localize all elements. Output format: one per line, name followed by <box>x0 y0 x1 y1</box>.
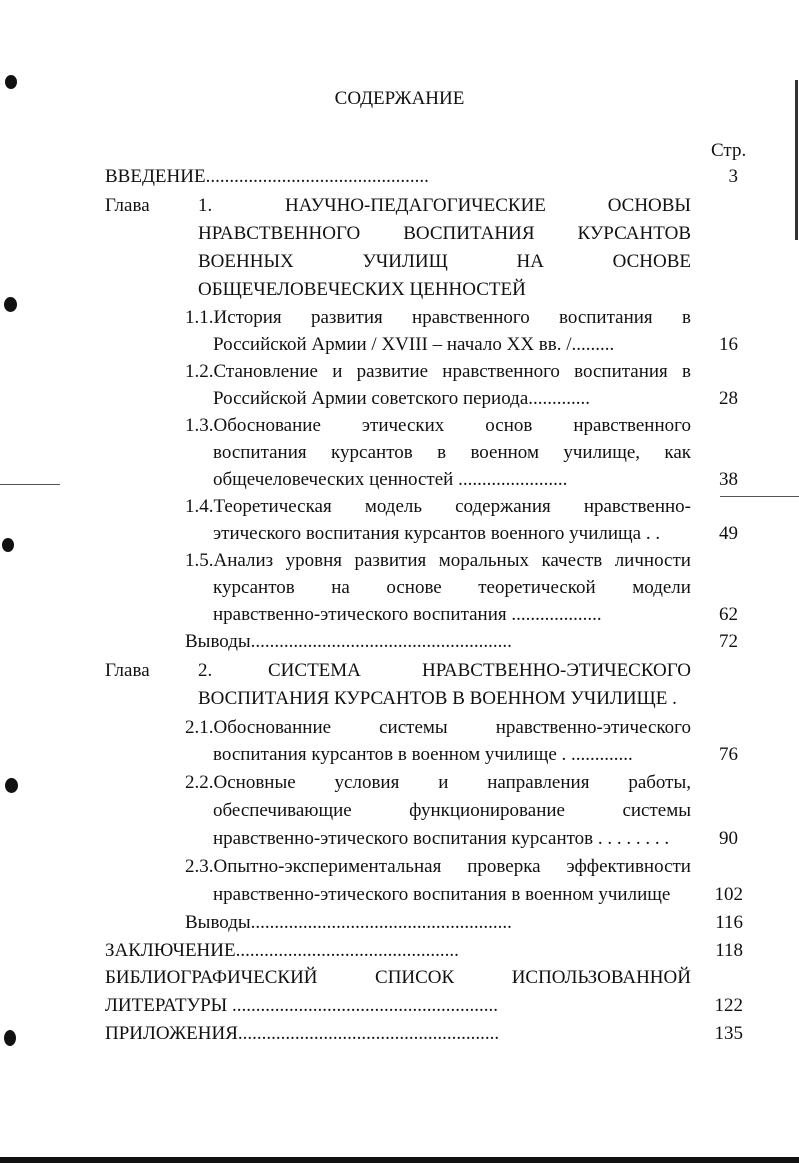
toc-page-number: 116 <box>715 912 743 933</box>
toc-entry-1-4-line2: этического воспитания курсантов военного училища . . <box>213 524 661 543</box>
toc-page-number: 135 <box>714 1023 743 1044</box>
toc-page-number: 76 <box>719 744 738 765</box>
word: и <box>438 772 449 793</box>
word: в <box>437 442 447 463</box>
toc-entry-introduction <box>105 167 685 186</box>
toc-entry-1-3-line3: общечеловеческих ценностей ....................... <box>213 470 568 489</box>
word: нравственного <box>412 307 530 328</box>
toc-entry-1-5-line2 <box>213 578 691 597</box>
chapter-1-title-line: ОБЩЕЧЕЛОВЕЧЕСКИХ ЦЕННОСТЕЙ <box>198 279 526 300</box>
word: проверка <box>467 856 541 877</box>
page-title: СОДЕРЖАНИЕ <box>334 88 465 109</box>
word: модель <box>364 496 423 517</box>
word: НРАВСТВЕННОГО <box>198 223 361 244</box>
word: НРАВСТВЕННО-ЭТИЧЕСКОГО <box>422 660 691 681</box>
word: направления <box>487 772 590 793</box>
toc-entry-2-3-line2: нравственно-этического воспитания в военном училище <box>213 884 671 905</box>
toc-entry-appendices <box>105 1024 685 1043</box>
toc-label: ПРИЛОЖЕНИЯ <box>105 1024 238 1043</box>
toc-leader: ....................................................... <box>250 632 512 651</box>
word: эффективности <box>566 856 691 877</box>
word: развития <box>310 307 383 328</box>
toc-entry-conclusion <box>105 941 685 960</box>
scan-punch-hole <box>5 778 18 793</box>
toc-entry-ch1-conclusions <box>185 632 685 651</box>
word: работы, <box>628 772 691 793</box>
chapter-1-title-line <box>285 196 691 215</box>
toc-page-number: 28 <box>719 388 738 409</box>
toc-leader: ....................................................... <box>237 1024 500 1043</box>
word: нравственно- <box>583 496 691 517</box>
toc-label: Выводы <box>185 632 251 651</box>
word: на <box>331 577 350 598</box>
word: НАУЧНО-ПЕДАГОГИЧЕСКИЕ <box>285 195 546 216</box>
scan-punch-hole <box>2 538 14 552</box>
word: как <box>664 442 691 463</box>
toc-entry-2-2-line2 <box>213 801 691 820</box>
toc-entry-2-2-line3: нравственно-этического воспитания курсантов . . . . . . . . <box>213 829 670 848</box>
toc-entry-1-5 <box>185 551 691 570</box>
word: воспитания <box>559 307 653 328</box>
word: 2.3.Опытно-экспериментальная <box>185 856 442 877</box>
toc-leader: ............................................... <box>205 167 429 186</box>
word: развития <box>354 550 427 571</box>
word: 1.2.Становление <box>185 361 318 382</box>
page-column-header: Стр. <box>711 140 747 161</box>
word: нравственного <box>573 415 691 436</box>
word: нравственно-этического <box>495 717 691 738</box>
word: содержания <box>455 496 551 517</box>
toc-page-number: 102 <box>714 884 743 905</box>
word: этических <box>361 415 445 436</box>
word: функционирование <box>409 800 565 821</box>
toc-entry-2-2 <box>185 773 691 792</box>
toc-label: ВВЕДЕНИЕ <box>105 167 206 186</box>
toc-entry-1-2 <box>185 362 691 381</box>
word: воспитания <box>213 442 307 463</box>
toc-page-number: 49 <box>719 523 738 544</box>
chapter-2-number: 2. <box>198 660 213 681</box>
toc-page-number: 16 <box>719 334 738 355</box>
scan-smudge-line <box>720 496 799 497</box>
word: развитие <box>356 361 429 382</box>
toc-entry-bibliography-line2: ЛИТЕРАТУРЫ ........................................................ <box>105 996 498 1015</box>
toc-entry-2-3 <box>185 857 691 876</box>
chapter-1-label: Глава <box>105 195 150 216</box>
toc-entry-1-2-line2: Российской Армии советского периода............. <box>213 389 591 408</box>
chapter-1-title-line <box>198 252 691 271</box>
word: ИСПОЛЬЗОВАННОЙ <box>511 967 691 988</box>
word: БИБЛИОГРАФИЧЕСКИЙ <box>105 967 318 988</box>
word: уровня <box>285 550 343 571</box>
word: системы <box>622 800 691 821</box>
word: ВОЕННЫХ <box>198 251 294 272</box>
word: ОСНОВЕ <box>612 251 691 272</box>
toc-leader: ....................................................... <box>250 913 512 932</box>
scan-punch-hole <box>4 1030 16 1046</box>
toc-entry-2-1-line2: воспитания курсантов в военном училище . ............. <box>213 745 633 764</box>
word: ВОСПИТАНИЯ <box>403 223 535 244</box>
chapter-2-label: Глава <box>105 660 150 681</box>
toc-page-number: 3 <box>728 166 738 187</box>
toc-page-number: 62 <box>719 604 738 625</box>
word: основе <box>386 577 442 598</box>
scan-punch-hole <box>4 297 17 312</box>
scan-bottom-edge <box>0 1157 799 1163</box>
toc-entry-1-4 <box>185 497 691 516</box>
scan-edge-mark <box>795 80 798 240</box>
word: СИСТЕМА <box>268 660 361 681</box>
word: и <box>332 361 343 382</box>
word: ОСНОВЫ <box>607 195 691 216</box>
toc-entry-ch2-conclusions <box>185 913 685 932</box>
word: курсантов <box>331 442 413 463</box>
word: в <box>682 361 691 382</box>
toc-entry-1-3 <box>185 416 691 435</box>
toc-leader: ............................................... <box>235 941 459 960</box>
word: нравственного <box>442 361 560 382</box>
toc-entry-1-1 <box>185 308 691 327</box>
toc-label: Выводы <box>185 913 251 932</box>
word: модели <box>632 577 691 598</box>
word: курсантов <box>213 577 295 598</box>
toc-entry-1-1-line2: Российской Армии / XVIII – начало XX вв. /......... <box>213 335 615 354</box>
toc-page-number: 38 <box>719 469 738 490</box>
toc-label: ЗАКЛЮЧЕНИЕ <box>105 941 236 960</box>
word: 1.4.Теоретическая <box>185 496 332 517</box>
word: СПИСОК <box>375 967 455 988</box>
toc-entry-bibliography <box>105 968 691 987</box>
word: училище, <box>563 442 641 463</box>
toc-page-number: 72 <box>719 631 738 652</box>
chapter-2-title-line: ВОСПИТАНИЯ КУРСАНТОВ В ВОЕННОМ УЧИЛИЩЕ . <box>198 688 677 709</box>
word: 1.1.История <box>185 307 282 328</box>
chapter-1-title-line <box>198 224 691 243</box>
word: 1.3.Обоснование <box>185 415 321 436</box>
word: личности <box>614 550 691 571</box>
word: 2.1.Обоснованние <box>185 717 332 738</box>
toc-page-number: 122 <box>714 995 743 1016</box>
chapter-1-number: 1. <box>198 195 213 216</box>
word: военном <box>470 442 539 463</box>
word: теоретической <box>478 577 596 598</box>
word: НА <box>516 251 544 272</box>
chapter-2-title-line <box>268 661 691 680</box>
word: системы <box>379 717 448 738</box>
toc-entry-1-5-line3: нравственно-этического воспитания ................... <box>213 605 602 624</box>
word: качеств <box>541 550 603 571</box>
toc-page-number: 118 <box>715 940 743 961</box>
scan-punch-hole <box>5 75 17 89</box>
toc-entry-1-3-line2 <box>213 443 691 462</box>
word: 1.5.Анализ <box>185 550 274 571</box>
toc-page-number: 90 <box>719 828 738 849</box>
scan-smudge-line <box>0 484 60 485</box>
word: обеспечивающие <box>213 800 352 821</box>
word: условия <box>334 772 400 793</box>
word: УЧИЛИЩ <box>362 251 448 272</box>
word: моральных <box>438 550 529 571</box>
word: КУРСАНТОВ <box>577 223 691 244</box>
word: воспитания <box>574 361 668 382</box>
word: основ <box>485 415 533 436</box>
word: в <box>681 307 691 328</box>
word: 2.2.Основные <box>185 772 296 793</box>
toc-entry-2-1 <box>185 718 691 737</box>
